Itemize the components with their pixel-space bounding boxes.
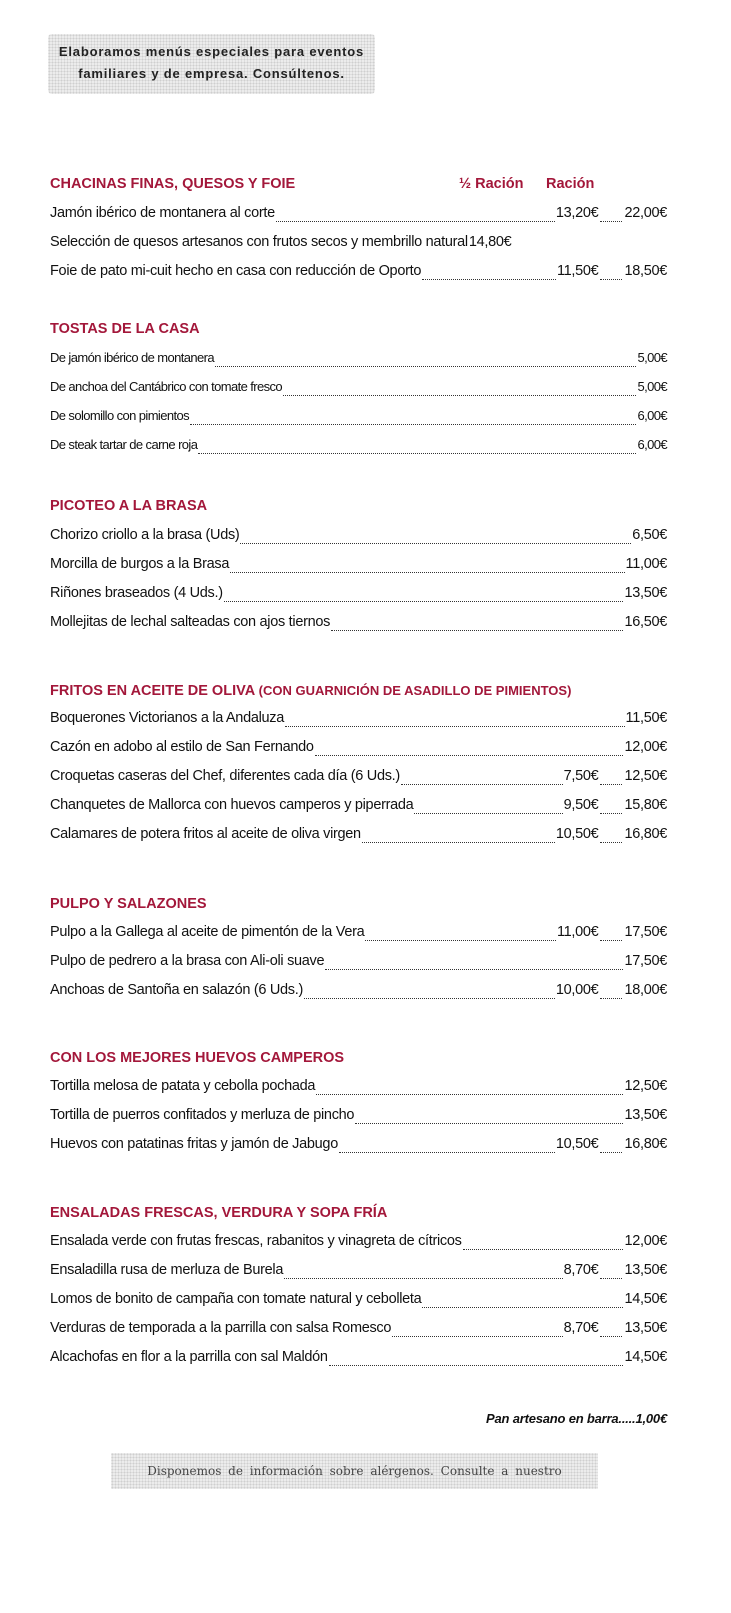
menu-item: [50, 205, 667, 227]
menu-item-full-price: 16,80€: [624, 826, 667, 842]
menu-item-name: Tortilla de puerros confitados y merluza de pincho: [50, 1107, 355, 1123]
menu-item-price: 6,00€: [637, 408, 667, 423]
menu-item: [50, 1107, 667, 1129]
menu-item-full-price: 13,50€: [624, 1320, 667, 1336]
menu-item: [50, 437, 667, 459]
menu-item-name: De solomillo con pimientos: [50, 408, 190, 423]
dot-leader: [224, 601, 624, 602]
menu-item-name: De steak tartar de carne roja: [50, 437, 198, 452]
menu-item-full-price: 18,00€: [624, 982, 667, 998]
menu-item: [50, 1262, 667, 1284]
dot-leader: [600, 813, 622, 814]
menu-item: [50, 1136, 667, 1158]
menu-item-full-price: 16,80€: [624, 1136, 667, 1152]
menu-item-price: 6,00€: [637, 437, 667, 452]
menu-item-name: Calamares de potera fritos al aceite de oliva virgen: [50, 826, 361, 842]
dot-leader: [600, 1152, 622, 1153]
menu-item-name: Anchoas de Santoña en salazón (6 Uds.): [50, 982, 303, 998]
dot-leader: [392, 1336, 562, 1337]
column-header-ration: Ración: [546, 176, 595, 192]
column-header-half-ration: ½ Ración: [459, 176, 524, 192]
menu-item-price: 12,00€: [624, 1233, 667, 1249]
menu-item-price: 16,50€: [624, 614, 667, 630]
menu-item-name: Chanquetes de Mallorca con huevos camperos y piperrada: [50, 797, 414, 813]
section-title-text: FRITOS EN ACEITE DE OLIVA: [50, 683, 255, 699]
menu-item-name: Mollejitas de lechal salteadas con ajos tiernos: [50, 614, 331, 630]
menu-item: [50, 614, 667, 636]
menu-item: [50, 953, 667, 975]
menu-item: [50, 1233, 667, 1255]
menu-item-price: 14,50€: [624, 1349, 667, 1365]
menu-item-name: Ensalada verde con frutas frescas, rabanitos y vinagreta de cítricos: [50, 1233, 462, 1249]
dot-leader: [283, 395, 636, 396]
menu-item-half-price: 11,50€: [556, 263, 599, 279]
menu-item: [50, 826, 667, 848]
menu-item-full-price: 13,50€: [624, 1262, 667, 1278]
menu-item-price: 14,80€: [468, 234, 512, 250]
menu-item-name: De anchoa del Cantábrico con tomate fresco: [50, 379, 283, 394]
dot-leader: [600, 998, 622, 999]
dot-leader: [600, 784, 622, 785]
menu-item-price: 17,50€: [624, 953, 667, 969]
section-title-text: CON LOS MEJORES HUEVOS CAMPEROS: [50, 1050, 345, 1066]
menu-item-price: 13,50€: [624, 585, 667, 601]
section-title-text: TOSTAS DE LA CASA: [50, 321, 200, 337]
dot-leader: [215, 366, 636, 367]
menu-item-name: Tortilla melosa de patata y cebolla pochada: [50, 1078, 316, 1094]
section-title-text: PULPO Y SALAZONES: [50, 896, 207, 912]
menu-item-half-price: 10,50€: [555, 1136, 599, 1152]
dot-leader: [316, 1094, 623, 1095]
dot-leader: [285, 726, 625, 727]
menu-item-name: De jamón ibérico de montanera: [50, 350, 214, 365]
menu-item: [50, 234, 667, 256]
menu-item-name: Morcilla de burgos a la Brasa: [50, 556, 230, 572]
dot-leader: [284, 1278, 563, 1279]
events-notice-line-2: familiares y de empresa. Consúltenos.: [78, 66, 345, 81]
menu-item: [50, 556, 667, 578]
menu-item: [50, 924, 667, 946]
dot-leader: [463, 1249, 624, 1250]
menu-item: [50, 1320, 667, 1342]
menu-item-half-price: 7,50€: [563, 768, 599, 784]
menu-item-half-price: 10,00€: [555, 982, 599, 998]
menu-item-price: 12,00€: [624, 739, 667, 755]
dot-leader: [331, 630, 623, 631]
menu-item: [50, 768, 667, 790]
menu-item-price: 6,50€: [632, 527, 667, 543]
menu-item-name: Riñones braseados (4 Uds.): [50, 585, 223, 601]
menu-item-full-price: 12,50€: [624, 768, 667, 784]
menu-item-price: 11,50€: [625, 710, 667, 726]
dot-leader: [276, 221, 555, 222]
dot-leader: [600, 1278, 622, 1279]
menu-item: [50, 1291, 667, 1313]
menu-item: [50, 710, 667, 732]
section-title-text: CHACINAS FINAS, QUESOS Y FOIE: [50, 176, 296, 192]
menu-item: [50, 982, 667, 1004]
menu-item: [50, 1349, 667, 1371]
dot-leader: [600, 279, 622, 280]
menu-item-name: Selección de quesos artesanos con frutos secos y membrillo natural: [50, 234, 468, 250]
section-title: [50, 498, 207, 514]
menu-item-half-price: 8,70€: [563, 1262, 599, 1278]
menu-item-name: Chorizo criollo a la brasa (Uds): [50, 527, 240, 543]
dot-leader: [365, 940, 556, 941]
dot-leader: [600, 1336, 622, 1337]
section-title-text: ENSALADAS FRESCAS, VERDURA Y SOPA FRÍA: [50, 1205, 388, 1221]
menu-item-price: 5,00€: [637, 379, 667, 394]
menu-item-name: Pulpo de pedrero a la brasa con Ali-oli suave: [50, 953, 325, 969]
menu-item-name: Boquerones Victorianos a la Andaluza: [50, 710, 284, 726]
menu-item-name: Lomos de bonito de campaña con tomate natural y cebolleta: [50, 1291, 422, 1307]
menu-item-full-price: 22,00€: [624, 205, 667, 221]
menu-item-full-price: 17,50€: [624, 924, 667, 940]
menu-item-half-price: 8,70€: [563, 1320, 599, 1336]
menu-item-price: 11,00€: [625, 556, 667, 572]
menu-item-name: Ensaladilla rusa de merluza de Burela: [50, 1262, 284, 1278]
menu-item-name: Verduras de temporada a la parrilla con salsa Romesco: [50, 1320, 392, 1336]
section-title: [50, 683, 571, 699]
menu-item: [50, 585, 667, 607]
dot-leader: [600, 221, 622, 222]
menu-item-price: 12,50€: [624, 1078, 667, 1094]
menu-item: [50, 350, 667, 372]
section-title-text: PICOTEO A LA BRASA: [50, 498, 208, 514]
allergen-notice: Disponemos de información sobre alérgenos. Consulte a nuestro: [111, 1453, 598, 1489]
menu-item-half-price: 13,20€: [555, 205, 599, 221]
dot-leader: [362, 842, 555, 843]
dot-leader: [304, 998, 555, 999]
dot-leader: [230, 572, 624, 573]
menu-item-name: Pulpo a la Gallega al aceite de pimentón de la Vera: [50, 924, 365, 940]
dot-leader: [355, 1123, 623, 1124]
dot-leader: [198, 453, 636, 454]
menu-item-price: 14,50€: [624, 1291, 667, 1307]
menu-item: [50, 797, 667, 819]
menu-item-name: Croquetas caseras del Chef, diferentes cada día (6 Uds.): [50, 768, 400, 784]
menu-item-half-price: 10,50€: [555, 826, 599, 842]
menu-item: [50, 263, 667, 285]
bread-note: Pan artesano en barra.....1,00€: [486, 1411, 667, 1426]
menu-item-name: Cazón en adobo al estilo de San Fernando: [50, 739, 314, 755]
menu-item-half-price: 9,50€: [563, 797, 599, 813]
dot-leader: [325, 969, 623, 970]
menu-item-price: 5,00€: [637, 350, 667, 365]
menu-item: [50, 379, 667, 401]
section-title: [50, 1050, 344, 1066]
menu-item: [50, 527, 667, 549]
menu-item-full-price: 18,50€: [624, 263, 667, 279]
dot-leader: [600, 940, 622, 941]
menu-item: [50, 1078, 667, 1100]
dot-leader: [339, 1152, 555, 1153]
dot-leader: [414, 813, 562, 814]
menu-item-price: 13,50€: [624, 1107, 667, 1123]
dot-leader: [190, 424, 636, 425]
dot-leader: [422, 1307, 623, 1308]
section-title: [50, 1205, 387, 1221]
section-title-note: (CON GUARNICIÓN DE ASADILLO DE PIMIENTOS): [258, 683, 572, 698]
menu-item-name: Jamón ibérico de montanera al corte: [50, 205, 275, 221]
events-notice: [48, 34, 375, 94]
menu-item: [50, 408, 667, 430]
dot-leader: [315, 755, 624, 756]
dot-leader: [240, 543, 631, 544]
dot-leader: [401, 784, 563, 785]
menu-item-full-price: 15,80€: [624, 797, 667, 813]
section-title: [50, 321, 200, 337]
menu-item-name: Foie de pato mi-cuit hecho en casa con reducción de Oporto: [50, 263, 422, 279]
section-title: [50, 176, 295, 192]
menu-item-name: Huevos con patatinas fritas y jamón de Jabugo: [50, 1136, 338, 1152]
dot-leader: [600, 842, 622, 843]
menu-item-half-price: 11,00€: [556, 924, 599, 940]
menu-item: [50, 739, 667, 761]
menu-item-name: Alcachofas en flor a la parrilla con sal Maldón: [50, 1349, 328, 1365]
dot-leader: [329, 1365, 624, 1366]
dot-leader: [422, 279, 556, 280]
section-title: [50, 896, 207, 912]
events-notice-line-1: Elaboramos menús especiales para eventos: [58, 44, 365, 59]
